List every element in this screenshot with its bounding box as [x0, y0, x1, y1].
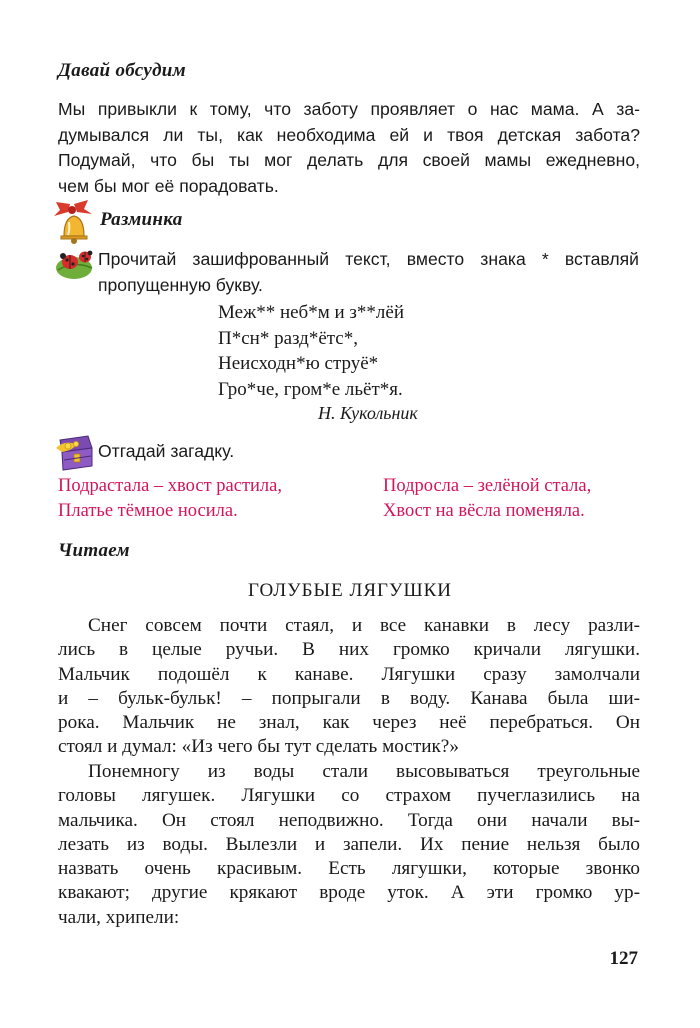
story-line: Понемногу из воды стали высовываться треугольные [88, 761, 640, 782]
riddle-line: Подросла – зелёной стала, [383, 476, 592, 496]
riddle-left [58, 474, 282, 524]
riddle-line: Платье тёмное носила. [58, 501, 238, 521]
story-paragraph-2 [58, 760, 640, 930]
poem-line: П*сн* разд*ётс*, [218, 327, 358, 349]
warmup-task-line: Прочитай зашифрованный текст, вместо знака * вставляй [98, 249, 639, 269]
bell-icon [52, 200, 98, 244]
riddle-line: Подрастала – хвост растила, [58, 476, 283, 496]
story-line: и – бульк-бульк! – попрыгали в воду. Канава была ши- [58, 687, 640, 709]
page-number: 127 [609, 948, 638, 969]
story-line: квакают; другие крякают вроде уток. А эти громко ур- [58, 882, 640, 904]
discuss-heading: Давай обсудим [58, 60, 186, 81]
riddle-line: Хвост на вёсла поменяла. [383, 501, 585, 521]
treasure-chest-icon [54, 434, 98, 472]
story-line: рока. Мальчик не знал, как через неё перебраться. Он [58, 712, 640, 734]
story-line: назвать очень красивым. Есть лягушки, которые звонко [58, 858, 640, 880]
story-title: ГОЛУБЫЕ ЛЯГУШКИ [247, 580, 453, 601]
poem-line: Меж** неб*м и з**лёй [218, 302, 405, 323]
discuss-text [58, 97, 640, 199]
story-line: стоял и думал: «Из чего бы тут сделать мостик?» [58, 736, 459, 758]
riddle-right [383, 474, 591, 524]
ladybug-icon [54, 246, 98, 282]
discuss-line: думывался ли ты, как необходима ей и твоя детская забота? [58, 124, 640, 145]
warmup-task [98, 247, 639, 298]
story-line: мальчика. Он стоял неподвижно. Тогда они начали вы- [58, 809, 640, 831]
warmup-heading: Разминка [100, 209, 183, 230]
story-line: чали, хрипели: [58, 906, 180, 928]
encrypted-poem [218, 300, 404, 402]
discuss-line: Мы привыкли к тому, что заботу проявляет о нас мама. А за- [58, 99, 640, 119]
story-paragraph-1 [58, 614, 640, 760]
story-line: лезать из воды. Вылезли и запели. Их пение нельзя было [58, 833, 640, 855]
story-line: Снег совсем почти стаял, и все канавки в лесу разли- [88, 615, 640, 636]
poem-line: Неисходн*ю струё* [218, 353, 379, 374]
poem-line: Гро*че, гром*е льёт*я. [218, 378, 403, 400]
poem-author: Н. Кукольник [318, 403, 418, 423]
story-line: головы лягушек. Лягушки со страхом пучеглазились на [58, 785, 640, 807]
discuss-line: Подумай, что бы ты мог делать для своей мамы ежедневно, [58, 150, 640, 170]
discuss-line: чем бы мог её порадовать. [58, 175, 279, 196]
reading-heading: Читаем [58, 540, 130, 561]
riddle-task: Отгадай загадку. [98, 441, 235, 461]
story-line: лись в целые ручьи. В них громко кричали лягушки. [58, 639, 640, 661]
warmup-task-line: пропущенную букву. [98, 274, 263, 295]
story-line: Мальчик подошёл к канаве. Лягушки сразу замолчали [58, 663, 640, 685]
